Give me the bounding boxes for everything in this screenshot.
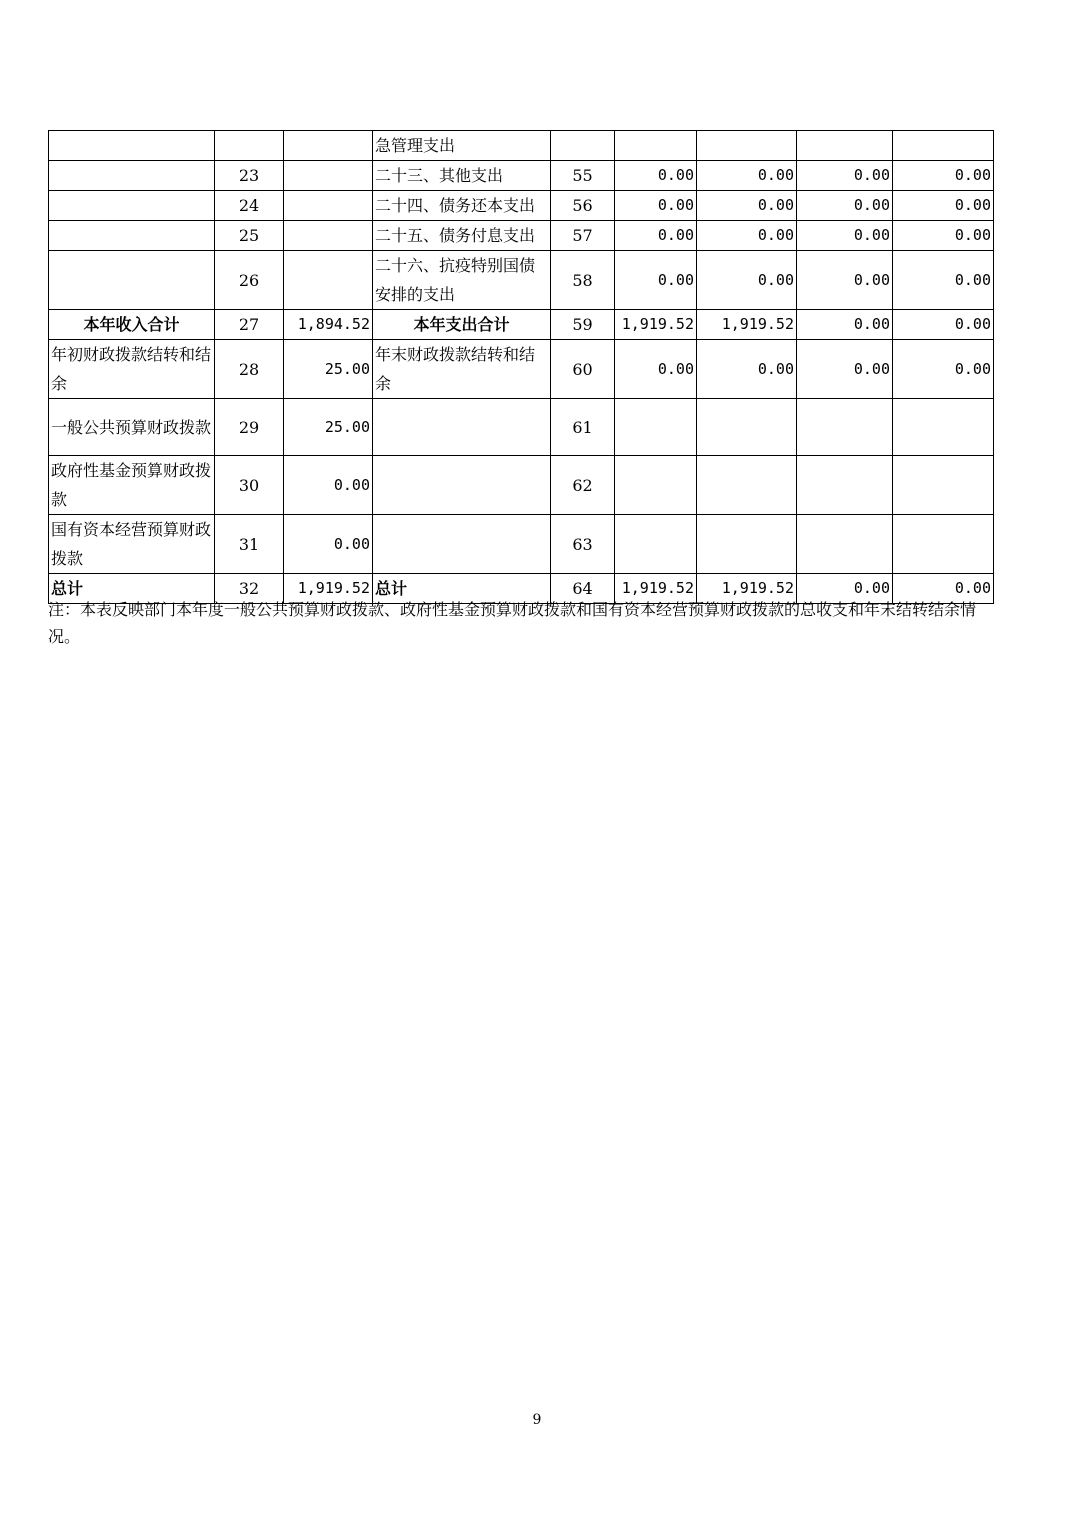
income-line-no-cell: 23 xyxy=(215,161,284,191)
table-row xyxy=(49,515,994,574)
state-capital-budget-cell xyxy=(893,131,994,161)
expense-item-cell: 二十四、债务还本支出 xyxy=(373,191,551,221)
expense-total-cell xyxy=(615,515,697,574)
fund-budget-cell xyxy=(797,131,893,161)
grand-total-label: 总计 xyxy=(49,574,215,604)
income-line-no-cell xyxy=(215,131,284,161)
income-line-no-cell: 27 xyxy=(215,310,284,340)
income-amount-cell: 25.00 xyxy=(284,399,373,456)
income-amount-cell xyxy=(284,221,373,251)
expense-line-no-cell: 60 xyxy=(551,340,615,399)
general-budget-cell xyxy=(697,131,797,161)
table-row xyxy=(49,456,994,515)
income-item-cell xyxy=(49,131,215,161)
fund-budget-cell: 0.00 xyxy=(797,251,893,310)
income-line-no-cell: 26 xyxy=(215,251,284,310)
fund-budget-cell: 0.00 xyxy=(797,221,893,251)
fund-budget-cell: 0.00 xyxy=(797,310,893,340)
general-budget-cell: 1,919.52 xyxy=(697,310,797,340)
page-number: 9 xyxy=(532,1412,542,1428)
income-total-row xyxy=(49,310,994,340)
income-amount-cell: 0.00 xyxy=(284,456,373,515)
expense-item-cell: 急管理支出 xyxy=(373,131,551,161)
income-line-no-cell: 30 xyxy=(215,456,284,515)
table-row xyxy=(49,131,994,161)
expense-item-cell: 二十五、债务付息支出 xyxy=(373,221,551,251)
income-item-cell: 年初财政拨款结转和结余 xyxy=(49,340,215,399)
expense-line-no-cell: 55 xyxy=(551,161,615,191)
fund-budget-cell xyxy=(797,515,893,574)
table-row xyxy=(49,399,994,456)
grand-total-income-amount: 1,919.52 xyxy=(284,574,373,604)
income-item-cell xyxy=(49,251,215,310)
expense-line-no-cell xyxy=(551,131,615,161)
general-budget-cell: 0.00 xyxy=(697,221,797,251)
expense-item-cell: 二十六、抗疫特别国债安排的支出 xyxy=(373,251,551,310)
state-capital-budget-cell: 0.00 xyxy=(893,340,994,399)
state-capital-budget-cell xyxy=(893,456,994,515)
income-total-amount: 1,894.52 xyxy=(284,310,373,340)
income-amount-cell xyxy=(284,161,373,191)
grand-total-expense-label: 总计 xyxy=(373,574,551,604)
table-row xyxy=(49,251,994,310)
general-budget-cell: 0.00 xyxy=(697,191,797,221)
income-item-cell xyxy=(49,221,215,251)
income-amount-cell xyxy=(284,191,373,221)
general-budget-cell xyxy=(697,456,797,515)
expense-line-no-cell: 56 xyxy=(551,191,615,221)
state-capital-budget-cell: 0.00 xyxy=(893,251,994,310)
state-capital-budget-cell: 0.00 xyxy=(893,574,994,604)
expense-total-cell: 0.00 xyxy=(615,340,697,399)
income-item-cell: 一般公共预算财政拨款 xyxy=(49,399,215,456)
income-total-label: 本年收入合计 xyxy=(49,310,215,340)
expense-total-cell: 1,919.52 xyxy=(615,574,697,604)
expense-total-cell: 0.00 xyxy=(615,221,697,251)
income-item-cell xyxy=(49,161,215,191)
income-line-no-cell: 31 xyxy=(215,515,284,574)
expense-line-no-cell: 58 xyxy=(551,251,615,310)
expense-total-cell xyxy=(615,399,697,456)
state-capital-budget-cell: 0.00 xyxy=(893,310,994,340)
expense-line-no-cell: 57 xyxy=(551,221,615,251)
general-budget-cell: 0.00 xyxy=(697,340,797,399)
income-line-no-cell: 25 xyxy=(215,221,284,251)
income-amount-cell: 25.00 xyxy=(284,340,373,399)
carryover-row xyxy=(49,340,994,399)
general-budget-cell: 0.00 xyxy=(697,161,797,191)
expense-total-cell xyxy=(615,456,697,515)
general-budget-cell: 0.00 xyxy=(697,251,797,310)
expense-line-no-cell: 63 xyxy=(551,515,615,574)
fiscal-budget-table xyxy=(48,130,994,604)
state-capital-budget-cell xyxy=(893,399,994,456)
table-footnote: 注：本表反映部门本年度一般公共预算财政拨款、政府性基金预算财政拨款和国有资本经营预算财政拨款的总收支和年末结转结余情况。 xyxy=(48,600,977,646)
expense-total-cell: 0.00 xyxy=(615,191,697,221)
income-line-no-cell: 28 xyxy=(215,340,284,399)
income-line-no-cell: 32 xyxy=(215,574,284,604)
expense-total-cell: 0.00 xyxy=(615,251,697,310)
state-capital-budget-cell: 0.00 xyxy=(893,191,994,221)
fund-budget-cell: 0.00 xyxy=(797,161,893,191)
income-amount-cell xyxy=(284,131,373,161)
income-amount-cell xyxy=(284,251,373,310)
income-item-cell: 国有资本经营预算财政拨款 xyxy=(49,515,215,574)
income-amount-cell: 0.00 xyxy=(284,515,373,574)
table-row xyxy=(49,221,994,251)
fund-budget-cell xyxy=(797,399,893,456)
fund-budget-cell: 0.00 xyxy=(797,340,893,399)
state-capital-budget-cell: 0.00 xyxy=(893,161,994,191)
income-item-cell xyxy=(49,191,215,221)
general-budget-cell xyxy=(697,399,797,456)
fund-budget-cell xyxy=(797,456,893,515)
expense-line-no-cell: 64 xyxy=(551,574,615,604)
fund-budget-cell: 0.00 xyxy=(797,574,893,604)
expense-item-cell: 二十三、其他支出 xyxy=(373,161,551,191)
expense-item-cell xyxy=(373,399,551,456)
table-row xyxy=(49,191,994,221)
income-item-cell: 政府性基金预算财政拨款 xyxy=(49,456,215,515)
expense-total-cell: 1,919.52 xyxy=(615,310,697,340)
fund-budget-cell: 0.00 xyxy=(797,191,893,221)
expense-total-cell xyxy=(615,131,697,161)
expense-total-label: 本年支出合计 xyxy=(373,310,551,340)
state-capital-budget-cell xyxy=(893,515,994,574)
income-line-no-cell: 29 xyxy=(215,399,284,456)
expense-item-cell xyxy=(373,515,551,574)
expense-item-cell: 年末财政拨款结转和结余 xyxy=(373,340,551,399)
general-budget-cell: 1,919.52 xyxy=(697,574,797,604)
income-line-no-cell: 24 xyxy=(215,191,284,221)
expense-item-cell xyxy=(373,456,551,515)
expense-line-no-cell: 59 xyxy=(551,310,615,340)
general-budget-cell xyxy=(697,515,797,574)
expense-total-cell: 0.00 xyxy=(615,161,697,191)
state-capital-budget-cell: 0.00 xyxy=(893,221,994,251)
expense-line-no-cell: 61 xyxy=(551,399,615,456)
expense-line-no-cell: 62 xyxy=(551,456,615,515)
table-row xyxy=(49,161,994,191)
